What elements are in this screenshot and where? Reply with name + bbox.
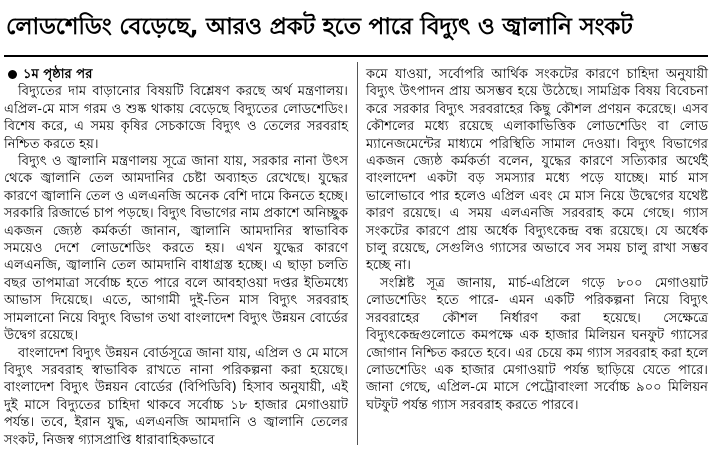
headline-rule	[4, 55, 708, 57]
continued-from-label	[4, 66, 348, 83]
article-headline: লোডশেডিং বেড়েছে, আরও প্রকট হতে পারে বিদ্যুৎ ও জ্বালানি সংকট	[6, 14, 633, 40]
paragraph: সংশ্লিষ্ট সূত্র জানায়, মার্চ-এপ্রিলে গড়ে ৮০০ মেগাওয়াট লোডশেডিং হতে পারে- এমন একটি পরিকল্পনা নিয়ে বিদ্যুৎ সরবরাহের কৌশল নির্ধারণ করা হয়েছে। সেক্ষেত্রে বিদ্যুৎকেন্দ্রগুলোতে কমপক্ষে এক হাজার মিলিয়ন ঘনফুট গ্যাসের জোগান নিশ্চিত করতে হবে। এর চেয়ে কম গ্যাস সরবরাহ করা হলে লোডশেডিং এক হাজার মেগাওয়াট পর্যন্ত ছাড়িয়ে যেতে পারে। জানা গেছে, এপ্রিল-মে মাসে পেট্রোবাংলা সর্বোচ্চ ৯০০ মিলিয়ন ঘটফুট পর্যন্ত গ্যাস সরবরাহ করতে পারবে।	[366, 275, 708, 413]
paragraph: বিদ্যুৎ ও জ্বালানি মন্ত্রণালয় সূত্রে জানা যায়, সরকার নানা উৎস থেকে জ্বালানি তেল আমদানির চেষ্টা অব্যাহত রেখেছে। যুদ্ধের কারণে জ্বালানি তেল ও এলএনজি অনেক বেশি দামে কিনতে হচ্ছে। সরকারি রিজার্ভে চাপ পড়ছে। বিদ্যুৎ বিভাগের নাম প্রকাশে অনিচ্ছুক একজন জ্যেষ্ঠ কর্মকর্তা জানান, জ্বালানি আমদানির স্বাভাবিক সময়েও দেশে লোডশেডিং করতে হয়। এখন যুদ্ধের কারণে এলএনজি, জ্বালানি তেল আমদানি বাধাগ্রস্ত হচ্ছে। এ ছাড়া চলতি বছর তাপমাত্রা সর্বোচ্চ হতে পারে বলে আবহাওয়া দপ্তর ইতিমধ্যে আভাস দিয়েছে। এতে, আগামী দুই-তিন মাস বিদ্যুৎ সরবরাহ সামলানো নিয়ে বিদ্যুৎ বিভাগ তথা বাংলাদেশ বিদ্যুৎ উন্নয়ন বোর্ডের উদ্বেগ রয়েছে।	[4, 154, 348, 344]
paragraph: বাংলাদেশ বিদ্যুৎ উন্নয়ন বোর্ডসূত্রে জানা যায়, এপ্রিল ও মে মাসে বিদ্যুৎ সরবরাহ স্বাভাবিক রাখতে নানা পরিকল্পনা করা হয়েছে। বাংলাদেশ বিদ্যুৎ উন্নয়ন বোর্ডের (বিপিডিবি) হিসাব অনুযায়ী, এই দুই মাসে বিদ্যুতের চাহিদা থাকবে সর্বোচ্চ ১৮ হাজার মেগাওয়াট পর্যন্ত। তবে, ইরান যুদ্ধ, এলএনজি আমদানি ও জ্বালানি তেলের সংকট, নিজস্ব গ্যাসপ্রাপ্তি ধারাবাহিকভাবে	[4, 345, 348, 448]
right-column	[366, 66, 708, 414]
paragraph: বিদ্যুতের দাম বাড়ানোর বিষয়টি বিশ্লেষণ করছে অর্থ মন্ত্রণালয়। এপ্রিল-মে মাস গরম ও শুষ্ক থাকায় বেড়েছে বিদ্যুতের লোডশেডিং। বিশেষ করে, এ সময় কৃষির সেচকাজে বিদ্যুৎ ও তেলের সরবরাহ নিশ্চিত করতে হয়।	[4, 84, 348, 152]
continued-from-text: ১ম পৃষ্ঠার পর	[23, 67, 93, 82]
column-divider	[357, 62, 358, 445]
paragraph: কমে যাওয়া, সর্বোপরি আর্থিক সংকটের কারণে চাহিদা অনুযায়ী বিদ্যুৎ উৎপাদন প্রায় অসম্ভব হয়ে উঠেছে। সামগ্রিক বিষয় বিবেচনা করে সরকার বিদ্যুৎ সরবরাহের কিছু কৌশল প্রণয়ন করেছে। এসব কৌশলের মধ্যে রয়েছে এলাকাভিত্তিক লোডশেডিং বা লোড ম্যানেজমেন্টের মাধ্যমে পরিস্থিতি সামাল দেওয়া। বিদ্যুৎ বিভাগের একজন জ্যেষ্ঠ কর্মকর্তা বলেন, যুদ্ধের কারণে সত্যিকার অর্থেই বাংলাদেশ একটা বড় সমস্যার মধ্যে পড়ে যাচ্ছে। মার্চ মাস ভালোভাবে পার হলেও এপ্রিল এবং মে মাস নিয়ে উদ্বেগের যথেষ্ট কারণ রয়েছে। এ সময় এলএনজি সরবরাহ কমে গেছে। গ্যাস সংকটের কারণে প্রায় অর্ধেক বিদ্যুৎকেন্দ্র বন্ধ রয়েছে। যে অর্ধেক চালু রয়েছে, সেগুলিও গ্যাসের অভাবে সব সময় চালু রাখা সম্ভব হচ্ছে না।	[366, 67, 708, 274]
left-column	[4, 66, 348, 449]
bullet-icon	[8, 70, 17, 79]
